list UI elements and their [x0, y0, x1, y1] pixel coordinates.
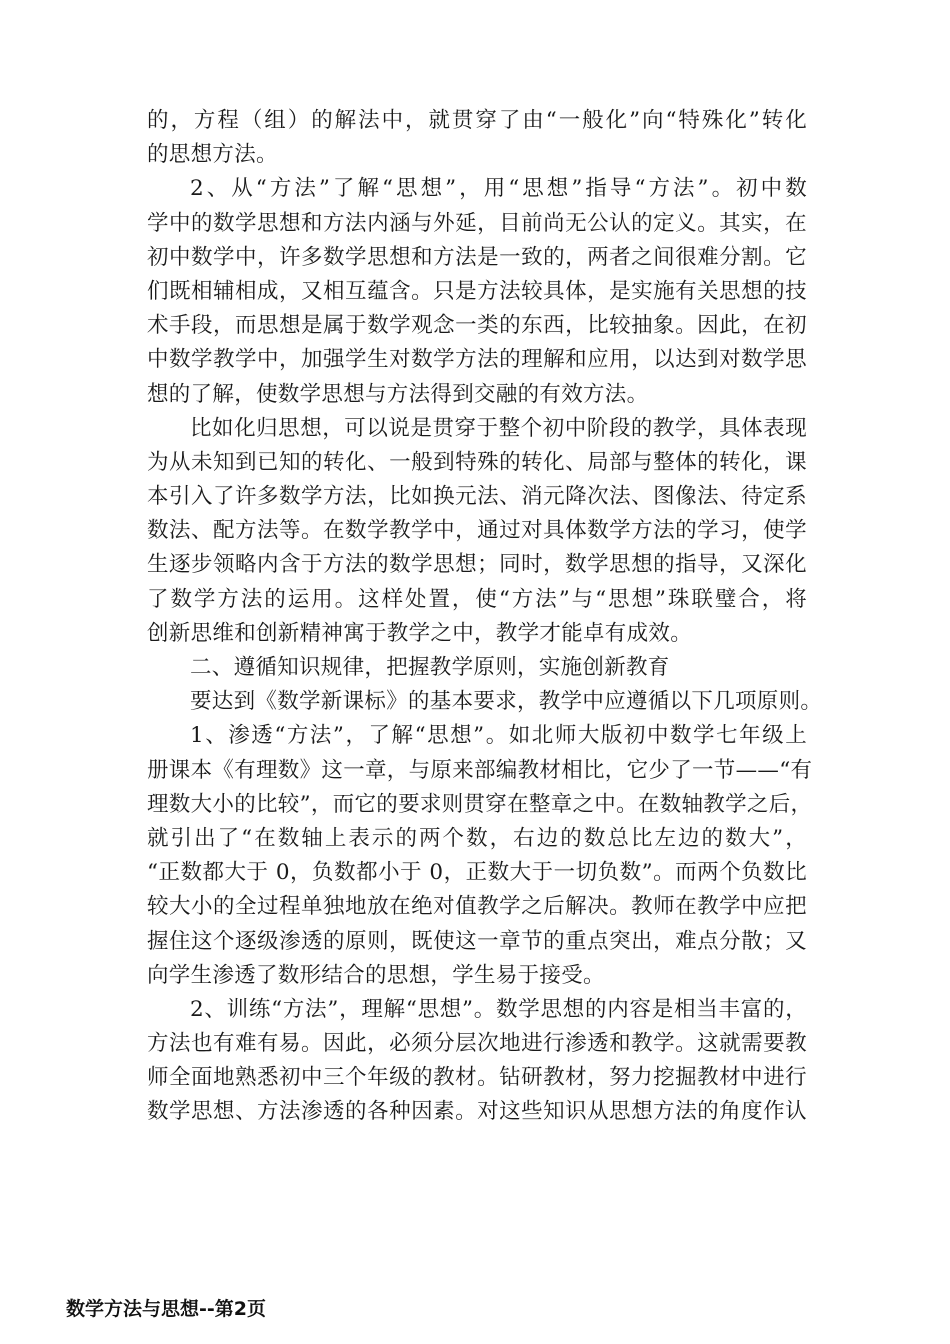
- text-line: 生逐步领略内含于方法的数学思想；同时，数学思想的指导，又深化: [147, 552, 807, 578]
- text-line: 为从未知到已知的转化、一般到特殊的转化、局部与整体的转化，课: [147, 449, 807, 475]
- text-line: 们既相辅相成，又相互蕴含。只是方法较具体，是实施有关思想的技: [147, 278, 807, 304]
- text-line: 学中的数学思想和方法内涵与外延，目前尚无公认的定义。其实，在: [147, 210, 807, 236]
- text-line: 2、训练“方法”，理解“思想”。数学思想的内容是相当丰富的，: [190, 996, 807, 1022]
- text-line: 了数学方法的运用。这样处置，使“方法”与“思想”珠联璧合，将: [147, 586, 807, 612]
- text-line: 本引入了许多数学方法，比如换元法、消元降次法、图像法、待定系: [147, 484, 807, 510]
- page-footer: 数学方法与思想--第2页: [66, 1298, 266, 1320]
- text-line: 比如化归思想，可以说是贯穿于整个初中阶段的教学，具体表现: [190, 415, 807, 441]
- text-line: 就引出了“在数轴上表示的两个数，右边的数总比左边的数大”，: [147, 825, 807, 851]
- text-line: “正数都大于 0，负数都小于 0，正数大于一切负数”。而两个负数比: [147, 860, 807, 886]
- text-line: 数法、配方法等。在数学教学中，通过对具体数学方法的学习，使学: [147, 518, 807, 544]
- text-line: 2、从“方法”了解“思想”，用“思想”指导“方法”。初中数: [190, 176, 807, 202]
- text-line: 理数大小的比较”，而它的要求则贯穿在整章之中。在数轴教学之后，: [147, 791, 813, 817]
- text-line: 握住这个逐级渗透的原则，既使这一章节的重点突出，难点分散；又: [147, 928, 807, 954]
- text-line: 创新思维和创新精神寓于教学之中，教学才能卓有成效。: [147, 620, 693, 646]
- text-line: 册课本《有理数》这一章，与原来部编教材相比，它少了一节——“有: [147, 757, 813, 783]
- document-body: [147, 104, 823, 1130]
- text-line: 师全面地熟悉初中三个年级的教材。钻研教材，努力挖掘教材中进行: [147, 1065, 807, 1091]
- text-line: 要达到《数学新课标》的基本要求，教学中应遵循以下几项原则。: [190, 689, 823, 715]
- text-line: 的思想方法。: [147, 142, 278, 168]
- text-line: 二、遵循知识规律，把握教学原则，实施创新教育: [190, 655, 670, 680]
- text-line: 向学生渗透了数形结合的思想，学生易于接受。: [147, 962, 605, 988]
- text-line: 术手段，而思想是属于数学观念一类的东西，比较抽象。因此，在初: [147, 313, 807, 339]
- text-line: 初中数学中，许多数学思想和方法是一致的，两者之间很难分割。它: [147, 244, 807, 270]
- text-line: 想的了解，使数学思想与方法得到交融的有效方法。: [147, 381, 649, 407]
- text-line: 1、渗透“方法”，了解“思想”。如北师大版初中数学七年级上: [190, 723, 807, 749]
- text-line: 的，方程（组）的解法中，就贯穿了由“一般化”向“特殊化”转化: [147, 108, 807, 133]
- text-line: 较大小的全过程单独地放在绝对值教学之后解决。教师在教学中应把: [147, 894, 807, 920]
- text-line: 方法也有难有易。因此，必须分层次地进行渗透和教学。这就需要教: [147, 1031, 807, 1057]
- text-line: 数学思想、方法渗透的各种因素。对这些知识从思想方法的角度作认: [147, 1099, 807, 1125]
- text-line: 中数学教学中，加强学生对数学方法的理解和应用，以达到对数学思: [147, 347, 807, 373]
